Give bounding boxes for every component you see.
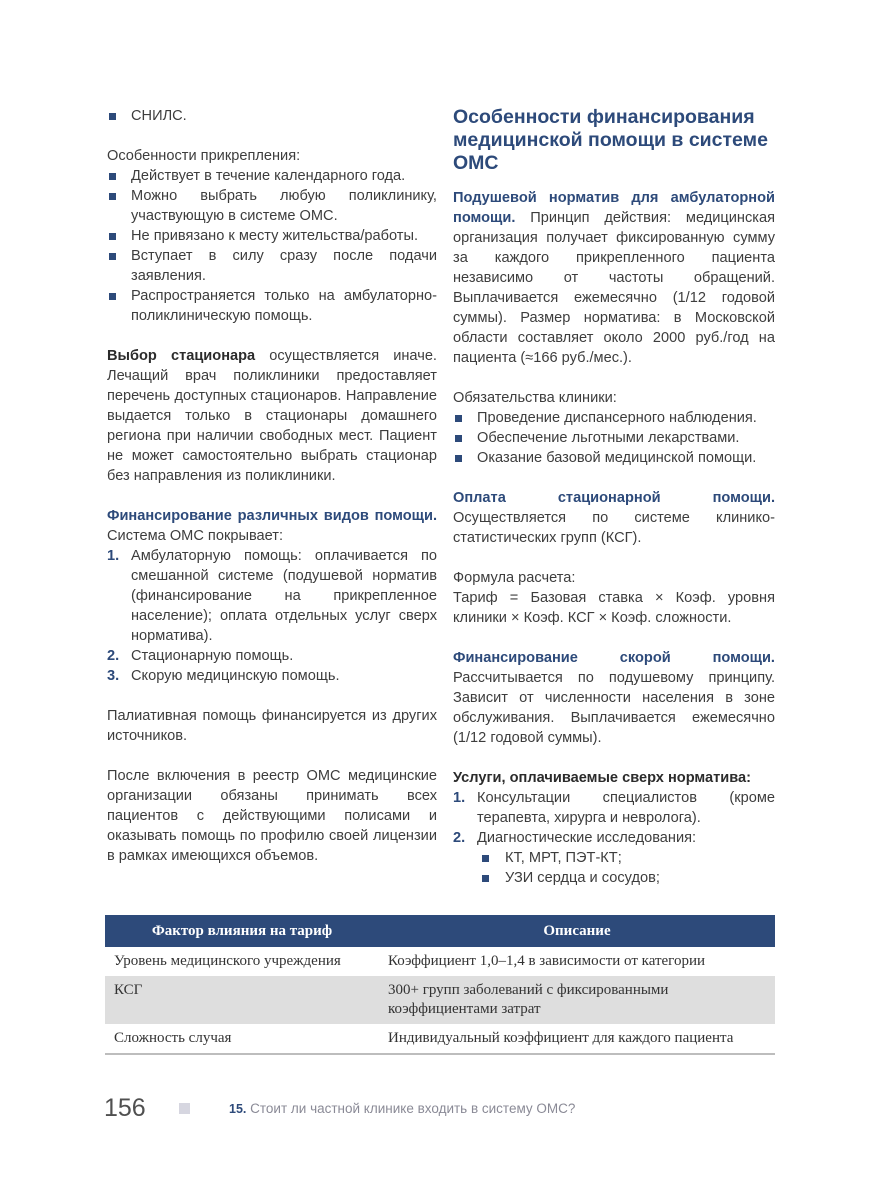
palliative-paragraph: Палиативная помощь финансируется из других источников. (107, 708, 437, 744)
square-bullet-icon (109, 233, 116, 240)
formula-intro: Формула расчета: (453, 570, 576, 586)
list-item: 1. Консультации специалистов (кроме терапевта, хирурга и невролога). (453, 790, 775, 826)
square-bullet-icon (109, 293, 116, 300)
square-bullet-icon (482, 875, 489, 882)
hospital-choice-paragraph: Выбор стационара осуществляется иначе. Лечащий врач поликлиники предоставляет перечень доступных стационаров. Направление выдается только в стационары домашнего региона при наличии свободных мест. Пациент не может самостоятельно выбрать стационар без направления из поликлиники. (107, 348, 437, 484)
list-item: 2. Диагностические исследования: КТ, МРТ, ПЭТ-КТ; УЗИ сердца и сосудов; (453, 828, 775, 888)
obligations-list (453, 408, 775, 468)
section-title: Особенности финансирования медицинской помощи в системе ОМС (453, 106, 768, 174)
snils-list (107, 106, 437, 126)
list-item: УЗИ сердца и сосудов; (477, 868, 775, 888)
list-item: Вступает в силу сразу после подачи заявления. (107, 246, 437, 286)
list-item: СНИЛС. (107, 106, 437, 126)
attachment-intro: Особенности прикрепления: (107, 148, 301, 164)
list-item: Можно выбрать любую поликлинику, участвующую в системе ОМС. (107, 186, 437, 226)
ambulance-paragraph: Финансирование скорой помощи. Рассчитывается по подушевому принципу. Зависит от численности населения в зоне обслуживания. Выплачивается ежемесячно (1/12 годовой суммы). (453, 650, 775, 746)
list-item: Не привязано к месту жительства/работы. (107, 226, 437, 246)
page-number: 156 (104, 1094, 146, 1122)
list-item: 2. Стационарную помощь. (107, 648, 294, 664)
per-capita-lead: Подушевой норматив для амбулаторной помощи. (453, 190, 775, 226)
financing-types-list (107, 546, 437, 686)
diagnostics-sublist (477, 848, 775, 888)
table-cell: 300+ групп заболеваний с фиксированными коэффициентами затрат (379, 976, 775, 1024)
list-item: Оказание базовой медицинской помощи. (453, 448, 775, 468)
obligations-intro: Обязательства клиники: (453, 390, 617, 406)
square-bullet-icon (109, 113, 116, 120)
square-bullet-icon (455, 435, 462, 442)
square-bullet-icon (109, 193, 116, 200)
per-capita-paragraph: Подушевой норматив для амбулаторной помощи. Принцип действия: медицинская организация получает фиксированную сумму за каждого прикрепленного пациента независимо от частоты обращений. Выплачивается ежемесячно (1/12 годовой суммы). Размер норматива: в Московской области составляет около 2000 руб./год на пациента (≈166 руб./мес.). (453, 190, 775, 366)
square-bullet-icon (109, 173, 116, 180)
financing-types-paragraph: Финансирование различных видов помощи. Система ОМС покрывает: (107, 508, 437, 544)
chapter-title: 15. Стоит ли частной клинике входить в систему ОМС? (229, 1101, 576, 1116)
financing-types-lead: Финансирование различных видов помощи. (107, 508, 437, 524)
table-cell: Уровень медицинского учреждения (114, 953, 341, 969)
list-item: Проведение диспансерного наблюдения. (453, 408, 775, 428)
table-row (105, 947, 775, 976)
right-column (453, 106, 775, 888)
ambulance-lead: Финансирование скорой помощи. (453, 650, 775, 666)
list-item: 1. Амбулаторную помощь: оплачивается по смешанной системе (подушевой норматив (финансирование на прикрепленное население); оплата отдельных услуг сверх норматива). (107, 548, 437, 644)
attachment-list (107, 166, 437, 326)
square-bullet-icon (455, 455, 462, 462)
inpatient-payment-paragraph: Оплата стационарной помощи. Осуществляется по системе клинико-статистических групп (КСГ). (453, 490, 775, 546)
formula-text: Тариф = Базовая ставка × Коэф. уровня клиники × Коэф. КСГ × Коэф. сложности. (453, 590, 775, 626)
inpatient-payment-lead: Оплата стационарной помощи. (453, 490, 775, 506)
table-cell: Сложность случая (105, 1024, 379, 1054)
square-bullet-icon (455, 415, 462, 422)
table-row (105, 976, 775, 1024)
table-row (105, 1024, 775, 1054)
list-item: КТ, МРТ, ПЭТ-КТ; (477, 848, 775, 868)
table-cell: Индивидуальный коэффициент для каждого пациента (379, 1024, 775, 1054)
footer-square-icon (179, 1103, 190, 1114)
column-header: Фактор влияния на тариф (105, 915, 379, 947)
list-item: Действует в течение календарного года. (107, 166, 437, 186)
table-cell: Коэффициент 1,0–1,4 в зависимости от категории (388, 953, 706, 969)
tariff-factors-table (105, 915, 775, 1055)
list-item: Распространяется только на амбулаторно-поликлиническую помощь. (107, 286, 437, 326)
square-bullet-icon (482, 855, 489, 862)
table-header-row (105, 915, 775, 947)
list-item: 3. Скорую медицинскую помощь. (107, 668, 340, 684)
column-header: Описание (379, 915, 775, 947)
list-item: Обеспечение льготными лекарствами. (453, 428, 775, 448)
after-inclusion-paragraph: После включения в реестр ОМС медицинские организации обязаны принимать всех пациентов с действующими полисами и оказывать помощь по профилю своей лицензии в рамках имеющихся объемов. (107, 768, 437, 864)
square-bullet-icon (109, 253, 116, 260)
extra-services-list (453, 788, 775, 888)
chapter-number: 15. (229, 1102, 247, 1116)
left-column (107, 106, 437, 866)
extra-services-title: Услуги, оплачиваемые сверх норматива: (453, 770, 752, 786)
hospital-choice-lead: Выбор стационара (107, 348, 256, 364)
table-cell: КСГ (105, 976, 379, 1024)
